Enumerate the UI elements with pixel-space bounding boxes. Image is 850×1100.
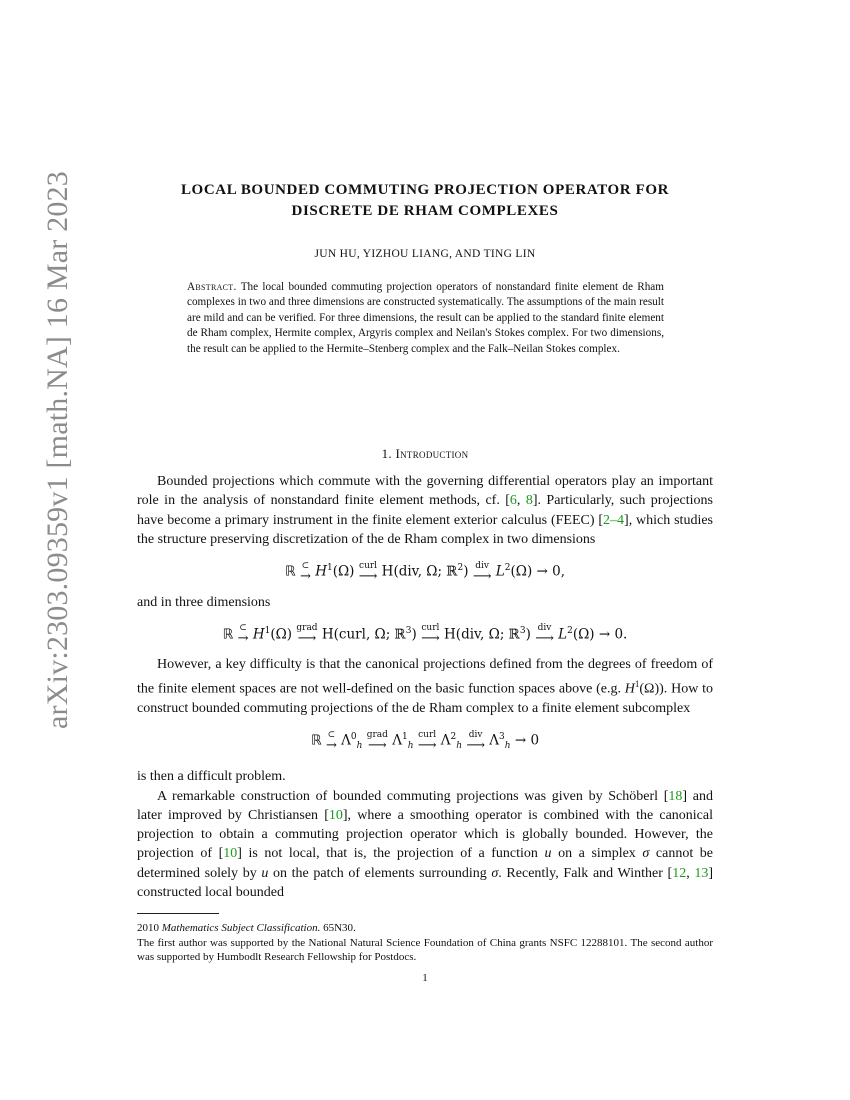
grad-arrow: grad ⟶	[296, 623, 318, 647]
paragraph-3: A remarkable construction of bounded commuting projections was given by Schöberl [18] and later improved by Christiansen [10], where a smoothing operator is combined with the canonical projection to obtain a commuting projection operator which is globally bounded. However, the projection of [10] is not local, that is, the projection of a function u on a simplex σ cannot be determined solely by u on the patch of elements surrounding σ. Recently, Falk and Winther [12, 13] constructed local bounded	[137, 788, 714, 900]
div-arrow: div ⟶	[472, 560, 492, 584]
equation-2d-de-rham: ℝ ⊂ → $H^1(\Omega)$ curl ⟶ H(div, Ω; ℝ$^2$) div ⟶ $L^2(\Omega) \to 0$,	[284, 560, 565, 584]
section-number: 1.	[381, 446, 392, 461]
inclusion-arrow: ⊂ →	[325, 729, 337, 753]
inclusion-arrow: ⊂ →	[299, 560, 311, 584]
paper-title	[137, 180, 713, 222]
abstract	[187, 280, 664, 357]
equation-discrete-complex: ℝ ⊂ → $\Lambda^0_h$ grad ⟶ $\Lambda^1_h$ curl ⟶ $\Lambda^2_h$ div ⟶ $\Lambda^3_h \to 0$	[310, 729, 540, 753]
body-text	[137, 472, 713, 902]
page-number: 1	[422, 972, 428, 984]
footnote-classification: 2010 Mathematics Subject Classification. 65N30.	[137, 922, 356, 934]
author-list: JUN HU, YIZHOU LIANG, AND TING LIN	[314, 248, 536, 260]
paragraph-difficult: is then a difficult problem.	[137, 769, 286, 785]
footnote-divider	[137, 913, 219, 914]
div-arrow: div ⟶	[535, 623, 554, 647]
paragraph-2: However, a key difficulty is that the canonical projections defined from the degrees of freedom of the finite element spaces are not well-defined on the basic function spaces above (e.g. $H^1(\Omega)$). How to construct bounded commuting projections of the de Rham complex to a finite element subcomplex	[137, 657, 713, 716]
citation-link[interactable]: 13	[694, 865, 709, 881]
curl-arrow: curl ⟶	[421, 623, 440, 647]
citation-link[interactable]: 18	[668, 788, 683, 804]
equation-3d-de-rham: ℝ ⊂ → $H^1(\Omega)$ grad ⟶ H(curl, Ω; ℝ$^3$) curl ⟶ H(div, Ω; ℝ$^3$) div ⟶ $L^2(\Omega) \to 0$.	[222, 623, 628, 647]
section-heading	[137, 446, 713, 462]
citation-link[interactable]: 10	[223, 846, 238, 862]
citation-link[interactable]: 2–4	[603, 512, 625, 528]
abstract-text: The local bounded commuting projection operators of nonstandard finite element de Rham complexes in two and three dimensions are constructed systematically. The assumptions of the main result are mild and can be verified. For three dimensions, the result can be applied to the standard finite element de Rham complex, Hermite complex, Argyris complex and Neilan's Stokes complex. For two dimensions, the result can be applied to the Hermite–Stenberg complex and the Falk–Neilan Stokes complex.	[187, 281, 664, 355]
title-line-2: DISCRETE DE RHAM COMPLEXES	[291, 203, 559, 219]
inclusion-arrow: ⊂ →	[237, 623, 249, 647]
div-arrow: div ⟶	[466, 729, 485, 753]
footnotes	[137, 921, 713, 965]
citation-link[interactable]: 10	[328, 807, 343, 823]
curl-arrow: curl ⟶	[417, 729, 437, 753]
paragraph-1: Bounded projections which commute with the governing differential operators play an important role in the analysis of nonstandard finite element methods, cf. [6, 8]. Particularly, such projections have become a primary instrument in the finite element exterior calculus (FEEC) [2–4], which studies the structure preserving discretization of the de Rham complex in two dimensions	[137, 474, 713, 547]
title-line-1: LOCAL BOUNDED COMMUTING PROJECTION OPERATOR FOR	[180, 182, 670, 198]
citation-link[interactable]: 8	[525, 493, 533, 509]
footnote-funding: The first author was supported by the National Natural Science Foundation of China grants NSFC 12288101. The second author was supported by Humbodlt Research Fellowship for Postdocs.	[137, 936, 713, 963]
citation-link[interactable]: 6	[509, 493, 517, 509]
section-title: Introduction	[395, 446, 469, 461]
grad-arrow: grad ⟶	[366, 729, 388, 753]
abstract-label: Abstract.	[187, 281, 237, 293]
paragraph-three-dims: and in three dimensions	[137, 594, 271, 610]
curl-arrow: curl ⟶	[358, 560, 378, 584]
arxiv-identifier-stamp: arXiv:2303.09359v1 [math.NA] 16 Mar 2023	[41, 171, 74, 729]
citation-link[interactable]: 12	[672, 865, 687, 881]
